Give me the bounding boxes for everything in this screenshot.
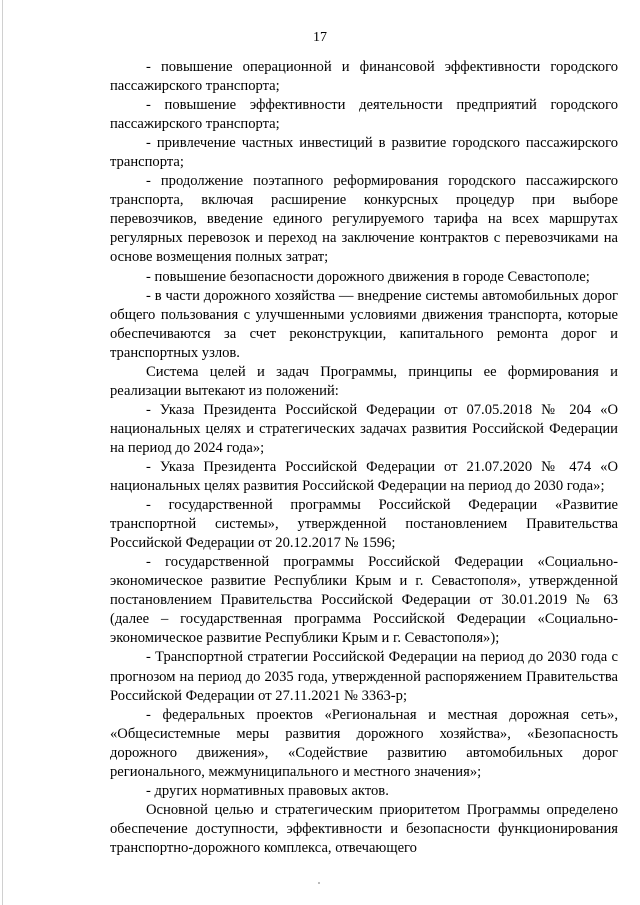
scan-artifact-dot [318, 882, 320, 884]
paragraph: - Указа Президента Российской Федерации от 21.07.2020 № 474 «О национальных целях развития Российской Федерации на период до 2030 года»; [110, 458, 618, 495]
document-body [110, 58, 618, 858]
paragraph: - Транспортной стратегии Российской Федерации на период до 2030 года с прогнозом на период до 2035 года, утвержденной распоряжением Правительства Российской Федерации от 27.11.2021 № 3363-р; [110, 649, 618, 704]
paragraph: - федеральных проектов «Региональная и местная дорожная сеть», «Общесистемные меры развития дорожного хозяйства», «Безопасность дорожного движения», «Содействие развитию автомобильных дорог регионального, межмуниципального и местного значения»; [110, 706, 618, 780]
paragraph: - государственной программы Российской Федерации «Социально-экономическое развитие Республики Крым и г. Севастополя», утвержденной постановлением Правительства Российской Федерации от 30.01.2019 № 63 (далее – государственная программа Российской Федерации «Социально-экономическое развитие Республики Крым и г. Севастополя»); [110, 554, 618, 647]
paragraph: - в части дорожного хозяйства — внедрение системы автомобильных дорог общего пользования с улучшенными условиями движения транспорта, которые обеспечиваются за счет реконструкции, капитального ремонта дорог и транспортных узлов. [110, 287, 618, 361]
paragraph: - других нормативных правовых актов. [146, 782, 389, 799]
paragraph: - Указа Президента Российской Федерации от 07.05.2018 № 204 «О национальных целях и стратегических задачах развития Российской Федерации на период до 2024 года»; [110, 401, 618, 456]
paragraph: - привлечение частных инвестиций в развитие городского пассажирского транспорта; [110, 135, 618, 171]
page-number: 17 [313, 30, 327, 45]
scan-edge-line [2, 0, 3, 905]
paragraph: Основной целью и стратегическим приоритетом Программы определено обеспечение доступности, эффективности и безопасности функционирования транспортно-дорожного комплекса, отвечающего [110, 801, 618, 856]
paragraph: Система целей и задач Программы, принципы ее формирования и реализации вытекают из положений: [110, 363, 618, 399]
paragraph: - продолжение поэтапного реформирования городского пассажирского транспорта, включая расширение конкурсных процедур при выборе перевозчиков, введение единого регулируемого тарифа на всех маршрутах регулярных перевозок и переход на заключение контрактов с перевозчиками на основе возмещения полных затрат; [110, 173, 618, 266]
paragraph: - государственной программы Российской Федерации «Развитие транспортной системы», утвержденной постановлением Правительства Российской Федерации от 20.12.2017 № 1596; [110, 497, 618, 552]
paragraph: - повышение безопасности дорожного движения в городе Севастополе; [146, 268, 590, 285]
paragraph: - повышение операционной и финансовой эффективности городского пассажирского транспорта; [110, 59, 618, 95]
paragraph: - повышение эффективности деятельности предприятий городского пассажирского транспорта; [110, 97, 618, 133]
